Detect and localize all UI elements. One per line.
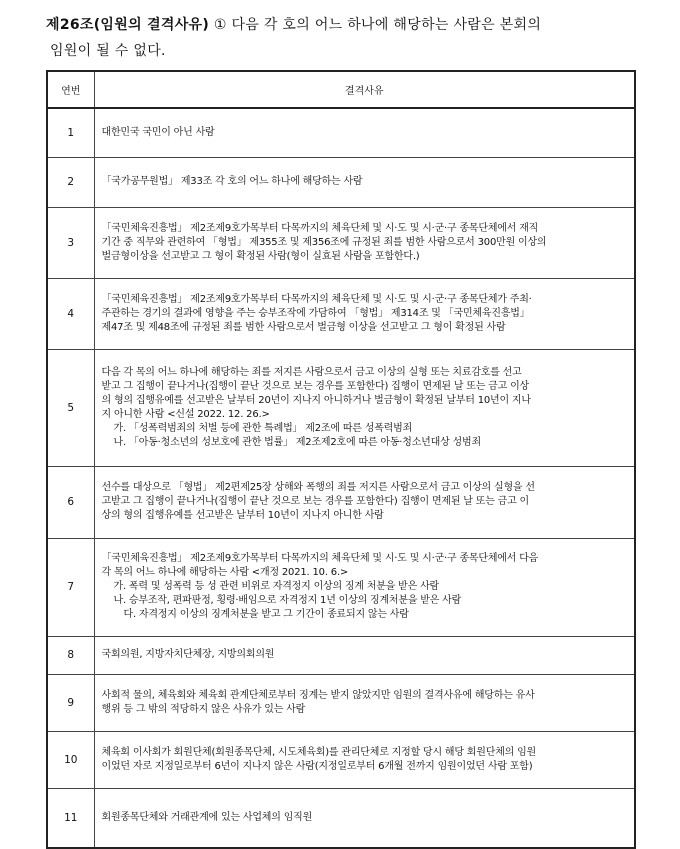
table-row [47, 157, 635, 207]
row-reason [94, 108, 635, 157]
reason-line: 행위 등 그 밖의 적당하지 않은 사유가 있는 사람 [101, 703, 306, 715]
reason-sub-item: 나. 승부조작, 편파판정, 횡령·배임으로 자격정지 1년 이상의 징계처분을 받은 사람 [113, 595, 462, 606]
reason-line: 회원종목단체와 거래관계에 있는 사업체의 임직원 [101, 811, 313, 823]
reason-sub-item: 가. 폭력 및 성폭력 등 성 관련 비위로 자격정지 이상의 징계 처분을 받은 사람 [113, 581, 440, 592]
row-number: 8 [47, 636, 94, 674]
reason-sub-item: 가. 「성폭력범죄의 처벌 등에 관한 특례법」 제2조에 따른 성폭력범죄 [113, 422, 413, 434]
reason-line: 체육회 이사회가 회원단체(회원종목단체, 시도체육회)를 관리단체로 지정할 당시 해당 회원단체의 임원 [101, 746, 537, 758]
reason-line: 벌금형이상을 선고받고 그 형이 확정된 사람(형이 실효된 사람을 포함한다.) [101, 250, 420, 262]
table-row [47, 278, 635, 349]
row-number: 3 [47, 207, 94, 278]
reason-line: 제47조 및 제48조에 규정된 죄를 범한 사람으로서 벌금형 이상을 선고받고 그 형이 확정된 사람 [101, 321, 506, 333]
reason-line: 고받고 그 집행이 끝나거나(집행이 끝난 것으로 보는 경우를 포함한다) 집행이 면제된 날 또는 금고 이 [101, 496, 530, 507]
table-row [47, 731, 635, 788]
row-number: 1 [47, 108, 94, 157]
row-reason [94, 538, 635, 636]
reason-line: 주관하는 경기의 결과에 영향을 주는 승부조작에 가담하여 「형법」 제314조 및 「국민체육진흥법」 [101, 307, 530, 319]
disqualification-table [46, 70, 636, 849]
table-row [47, 108, 635, 157]
row-reason [94, 636, 635, 674]
reason-line: 의 형의 집행유예를 선고받은 날부터 20년이 지나지 아니하거나 벌금형이 확정된 날부터 10년이 지나 [101, 394, 531, 406]
row-number: 5 [47, 349, 94, 466]
row-number: 11 [47, 788, 94, 848]
reason-line: 각 목의 어느 하나에 해당하는 사람 <개정 2021. 10. 6.> [101, 567, 349, 578]
row-reason [94, 207, 635, 278]
reason-line: 사회적 물의, 체육회와 체육회 관계단체로부터 징계는 받지 않았지만 임원의 결격사유에 해당하는 유사 [101, 689, 535, 701]
row-reason [94, 278, 635, 349]
reason-line: 「국민체육진흥법」 제2조제9호가목부터 다목까지의 체육단체 및 시·도 및 시·군·구 종목단체에서 다음 [101, 553, 539, 564]
reason-line: 선수를 대상으로 「형법」 제2편제25장 상해와 폭행의 죄를 저지른 사람으로서 금고 이상의 실형을 선 [101, 482, 535, 493]
table-row [47, 636, 635, 674]
row-number: 7 [47, 538, 94, 636]
reason-sub-item: 나. 「아동·청소년의 성보호에 관한 법률」 제2조제2호에 따른 아동·청소년대상 성범죄 [113, 436, 481, 448]
reason-line: 국회의원, 지방자치단체장, 지방의회의원 [101, 649, 275, 660]
reason-line: 이었던 자로 지정일로부터 6년이 지나지 않은 사람(지정일로부터 6개월 전까지 임원이었던 사람 포함) [101, 760, 533, 772]
row-number: 2 [47, 157, 94, 207]
header-reason: 결격사유 [94, 71, 635, 108]
reason-sub-item: 다. 자격정지 이상의 징계처분을 받고 그 기간이 종료되지 않는 사람 [123, 609, 409, 620]
row-reason [94, 674, 635, 731]
article-text-line2: 임원이 될 수 없다. [50, 43, 166, 59]
article-title: 제26조(임원의 결격사유) [46, 17, 210, 33]
row-reason [94, 788, 635, 848]
row-number: 10 [47, 731, 94, 788]
table-row [47, 788, 635, 848]
row-reason [94, 466, 635, 538]
reason-line: 기간 중 직무와 관련하여 「형법」 제355조 및 제356조에 규정된 죄를 범한 사람으로서 300만원 이상의 [101, 236, 547, 248]
reason-line: 받고 그 집행이 끝나거나(집행이 끝난 것으로 보는 경우를 포함한다) 집행이 면제된 날 또는 금고 이상 [101, 380, 530, 392]
row-number: 6 [47, 466, 94, 538]
reason-line: 지 아니한 사람 <신설 2022. 12. 26.> [101, 408, 270, 420]
reason-line: 다음 각 목의 어느 하나에 해당하는 죄를 저지른 사람으로서 금고 이상의 실형 또는 치료감호를 선고 [101, 366, 522, 378]
table-row [47, 674, 635, 731]
row-reason [94, 157, 635, 207]
reason-line: 대한민국 국민이 아닌 사람 [101, 126, 215, 138]
row-number: 4 [47, 278, 94, 349]
reason-line: 「국민체육진흥법」 제2조제9호가목부터 다목까지의 체육단체 및 시·도 및 시·군·구 종목단체가 주최· [101, 293, 532, 305]
table-header-row [47, 71, 635, 108]
table-row [47, 466, 635, 538]
article-text-line1: ① 다음 각 호의 어느 하나에 해당하는 사람은 본회의 [213, 17, 542, 33]
article-heading [46, 12, 636, 64]
reason-line: 상의 형의 집행유예를 선고받은 날부터 10년이 지나지 아니한 사람 [101, 510, 384, 521]
table-row [47, 538, 635, 636]
reason-line: 「국가공무원법」 제33조 각 호의 어느 하나에 해당하는 사람 [101, 176, 363, 187]
row-reason [94, 731, 635, 788]
header-number: 연번 [47, 71, 94, 108]
table-row [47, 207, 635, 278]
reason-line: 「국민체육진흥법」 제2조제9호가목부터 다목까지의 체육단체 및 시·도 및 시·군·구 종목단체에서 재직 [101, 222, 539, 234]
row-reason [94, 349, 635, 466]
table-row [47, 349, 635, 466]
row-number: 9 [47, 674, 94, 731]
